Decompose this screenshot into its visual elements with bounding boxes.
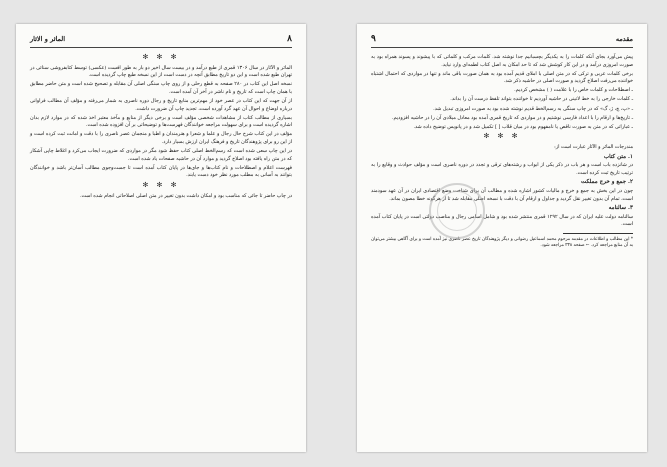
contents-intro: مندرجات الماثر و الآثار عبارت است از: [554, 143, 633, 150]
left-paragraph: بسیاری از مطالب کتاب از مشاهدات شخصی مؤلف است و برخی دیگر از منابع و مآخذ معتبر اخذ شده که در موارد لازم بدان اشاره گردیده است و برای سهولت مراجعه خوانندگان فهرست‌ها و توضیحاتی بر آن افزوده شده است. [30, 114, 292, 129]
right-list-item: ـ «پ، چ، ژ، گ» که در چاپ سنگی به رسم‌الخط قدیم نوشته شده بود به صورت امروزی تبدیل شد. [433, 105, 633, 112]
left-page [16, 24, 306, 452]
left-running-head [30, 33, 292, 48]
left-paragraph: در این چاپ سعی شده است که رسم‌الخط اصلی کتاب حفظ شود مگر در مواردی که ضرورت ایجاب می‌کرد و اغلاط چاپی آشکار که در متن راه یافته بود اصلاح گردید و موارد آن در حاشیه صفحات یاد شده است. [30, 148, 292, 162]
right-page-body [371, 54, 633, 249]
section-title: ۲. جمع و خرج مملکت [581, 179, 633, 186]
left-closing-stars: ✻ ✻ ✻ [142, 180, 180, 189]
right-paragraph: برخی کلمات عربی و ترکی که در متن اصلی با املای قدیم آمده بود به همان صورت باقی ماند و تنها در مواردی که احتمال اشتباه خواننده می‌رفت اصلاح گردید و صورت اصلی در حاشیه ذکر شد. [371, 70, 633, 85]
left-running-title: الماثر و الاثار [30, 35, 66, 43]
right-list-item: ـ تاریخ‌ها و ارقام را با اعداد فارسی نوشتیم و در مواردی که تاریخ قمری آمده بود معادل میلادی آن را در حاشیه افزودیم. [392, 114, 633, 121]
footnote-rule [563, 233, 633, 234]
left-paragraph: مؤلف در این کتاب شرح حال رجال و علما و شعرا و هنرمندان و اطبا و منجمان عصر ناصری را با دقت و امانت ثبت کرده است و از این رو برای پژوهندگان تاریخ و فرهنگ ایران ارزش بسیار دارد. [30, 131, 292, 145]
right-running-title: مقدمه [615, 35, 633, 43]
left-paragraph: الماثر و الآثار در سال ۱۳۰۶ قمری از طبع درآمد و در بیست سال اخیر دو بار به طور افست (عکسی) توسط کتابفروشی سنائی در تهران طبع شده است و این دو تاریخ مطابق آنچه در دست است از این نسخه طبع چاپ گردیده است. [30, 64, 292, 79]
right-stars-ornament: ✻ ✻ ✻ [483, 132, 521, 141]
left-paragraph: فهرست اعلام و اصطلاحات و نام کتاب‌ها و جای‌ها در پایان کتاب آمده است تا جست‌وجوی مطالب آسان‌تر باشد و خوانندگان بتوانند به آسانی به مطلب مورد نظر خود دست یابند. [30, 164, 292, 179]
left-page-number: ۸ [287, 34, 292, 44]
right-paragraph: پیش می‌آورد بجای آنکه کلمات را به یکدیگر بچسبانیم جدا نوشته شد. کلمات مرکب و کلماتی که با پیشوند و پسوند همراه بود به صورت امروزی درآمد و در این کار کوشش شد که تا حد امکان به اصل کتاب لطمه‌ای وارد نیاید. [371, 54, 633, 68]
left-paragraph: نسخه اصل این کتاب در ۲۸۰ صفحه به قطع رحلی و از روی چاپ سنگی اصلی آن مقابله و تصحیح شده است و متن حاضر مطابق با همان چاپ است که تاریخ و نام ناشر در آخر آن آمده است. [30, 81, 292, 95]
right-running-head [371, 33, 633, 48]
library-seal-stamp [429, 183, 485, 239]
footnote: * این مطالب و اطلاعات در مقدمه مرحوم محمد اسماعیل رضوانی و دیگر پژوهندگان تاریخ عصر ناصری نیز آمده است و برای آگاهی بیشتر می‌توان به آن منابع مراجعه کرد. ← صفحه ۳۳۸ مراجعه شود. [371, 236, 633, 249]
left-paragraph: از آن جهت که این کتاب در عصر خود از مهم‌ترین منابع تاریخ و رجال دوره ناصری به شمار می‌رفته و مؤلف آن مطالب فراوانی درباره اوضاع و احوال آن عهد گرد آورده است، تجدید چاپ آن ضرورت داشت. [30, 97, 292, 112]
section-title: ۱. متن کتاب [603, 153, 633, 160]
right-page-number: ۹ [371, 34, 376, 44]
left-page-body [30, 54, 292, 200]
section-text: سالنامه دولت علیه ایران که در سال ۱۲۹۲ قمری منتشر شده بود و شامل اسامی رجال و مناصب دولتی است در پایان کتاب آمده است. [371, 213, 633, 228]
right-page [357, 24, 647, 452]
left-closing-line: در چاپ حاضر تا جائی که مناسب بود و امکان داشت بدون تغییر در متن اصلی اصلاحاتی انجام شده است. [79, 192, 292, 199]
section-text: در شانزده باب است و هر باب در ذکر یکی از ابواب و رشته‌های ترقی و تجدد در دوره ناصری است و مؤلف حوادث و وقایع را به ترتیب تاریخ ثبت کرده است. [371, 162, 633, 176]
right-list-item: ـ عباراتی که در متن به صورت ناقص یا نامفهوم بود در میان قلاب [ ] تکمیل شد و در پانویس توضیح داده شد. [413, 123, 633, 130]
right-list-item: ـ اصطلاحات و کلمات خاص را با علامت ( ) مشخص کردیم. [514, 87, 633, 94]
left-stars-ornament: ✻ ✻ ✻ [142, 53, 180, 61]
section-text: چون در این بخش به جمع و خرج و مالیات کشور اشاره شده و مطالب آن برای شناخت وضع اقتصادی ایران در آن عهد سودمند است، تمام آن بدون تغییر نقل گردید و جداول و ارقام آن با دقت با نسخه اصلی مقابله شد تا از هرگونه خطا مصون بماند. [371, 187, 633, 202]
right-list-item: ـ کلمات خارجی را به خط لاتینی در حاشیه آوردیم تا خواننده بتواند تلفظ درست آن را بداند. [450, 96, 633, 103]
section-title: ۳. سالنامه [608, 205, 633, 212]
